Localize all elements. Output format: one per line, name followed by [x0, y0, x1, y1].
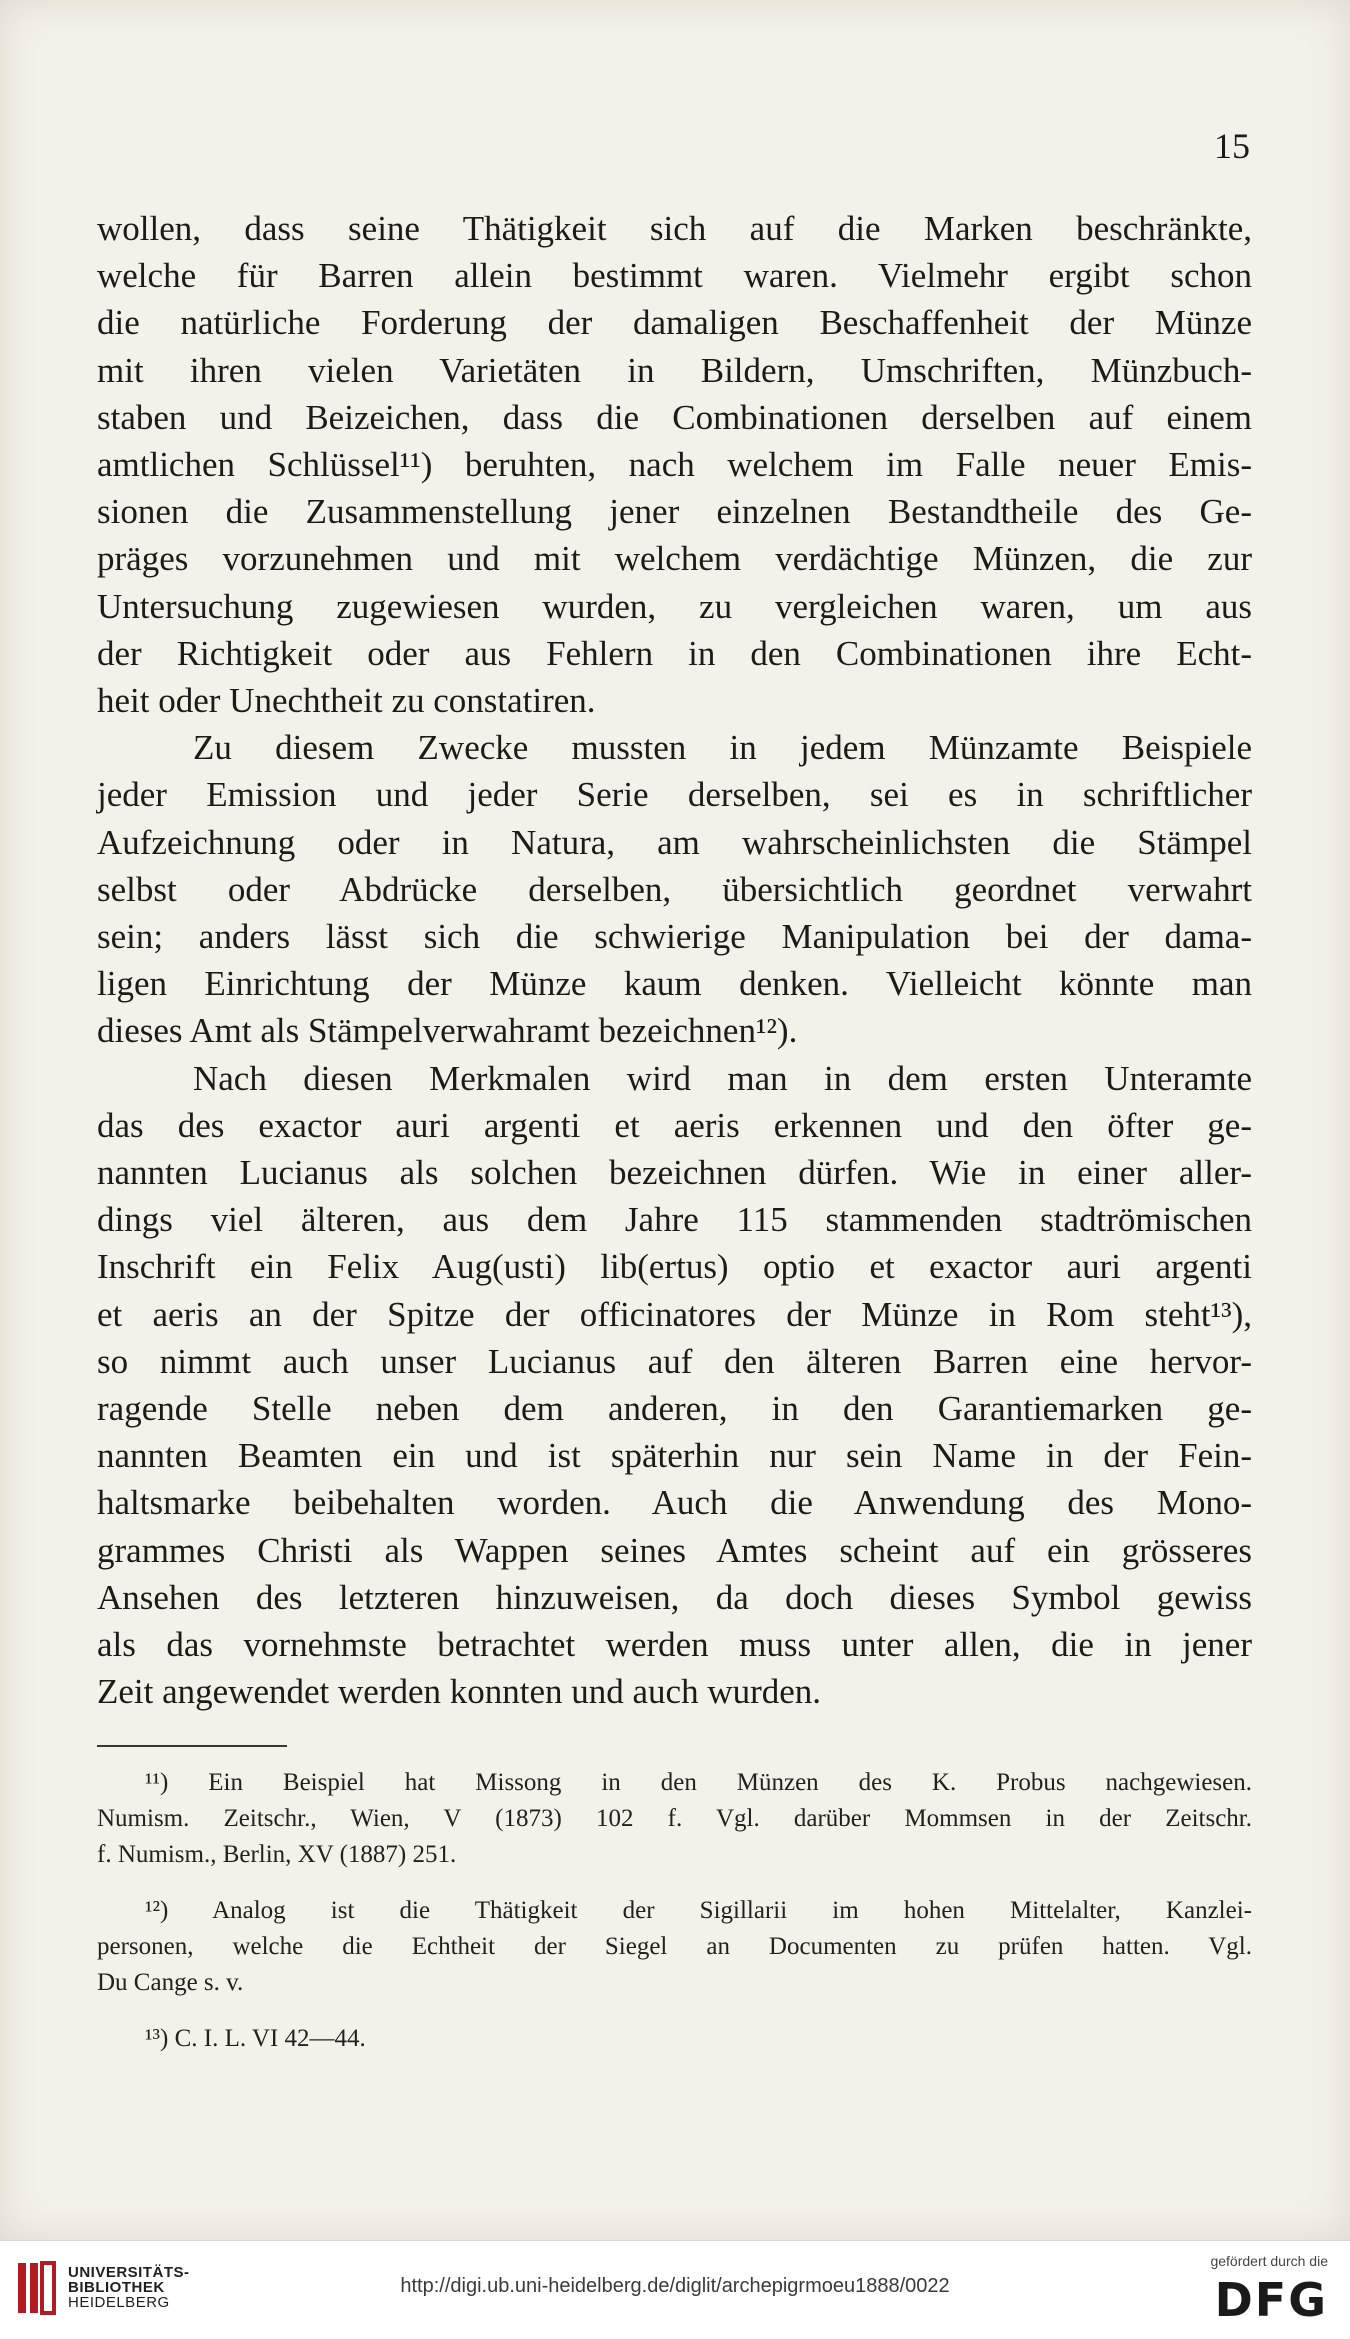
footnote-line: ¹¹) Ein Beispiel hat Missong in den Münzen des K. Probus nachgewiesen. [145, 1769, 1252, 1796]
text-line: Untersuchung zugewiesen wurden, zu vergleichen waren, um aus [97, 586, 1252, 626]
text-line: so nimmt auch unser Lucianus auf den älteren Barren eine hervor- [97, 1341, 1252, 1381]
paragraph-3 [97, 1055, 1252, 1716]
viewer-footer [0, 2240, 1350, 2339]
paragraph-1 [97, 205, 1252, 724]
page-number: 15 [1214, 126, 1250, 166]
text-line: sionen die Zusammenstellung jener einzelnen Bestandtheile des Ge- [97, 492, 1252, 532]
footnotes [97, 1765, 1252, 2077]
text-line: wollen, dass seine Thätigkeit sich auf die Marken beschränkte, [97, 209, 1252, 248]
text-line: das des exactor auri argenti et aeris erkennen und den öfter ge- [97, 1105, 1252, 1145]
text-line: dieses Amt als Stämpelverwahramt bezeichnen¹²). [97, 1011, 798, 1051]
footnote-line: ¹²) Analog ist die Thätigkeit der Sigillarii im hohen Mittelalter, Kanzlei- [145, 1897, 1252, 1924]
text-line: haltsmarke beibehalten worden. Auch die Anwendung des Mono- [97, 1483, 1252, 1523]
sponsor-caption: gefördert durch die [1210, 2253, 1328, 2269]
text-line: amtlichen Schlüssel¹¹) beruhten, nach welchem im Falle neuer Emis- [97, 445, 1252, 485]
footnote-line: Du Cange s. v. [97, 1969, 244, 1996]
text-line: et aeris an der Spitze der officinatores der Münze in Rom steht¹³), [97, 1294, 1252, 1334]
footnote-line: Numism. Zeitschr., Wien, V (1873) 102 f. Vgl. darüber Mommsen in der Zeitschr. [97, 1805, 1252, 1832]
footnote-13 [97, 2021, 1252, 2057]
text-line: welche für Barren allein bestimmt waren. Vielmehr ergibt schon [97, 256, 1252, 296]
text-line: Inschrift ein Felix Aug(usti) lib(ertus) optio et exactor auri argenti [97, 1247, 1252, 1287]
footnote-12 [97, 1893, 1252, 2001]
text-line: Ansehen des letzteren hinzuweisen, da doch dieses Symbol gewiss [97, 1577, 1252, 1617]
text-line: Nach diesen Merkmalen wird man in dem ersten Unteramte [193, 1058, 1252, 1098]
text-line: sein; anders lässt sich die schwierige Manipulation bei der dama- [97, 917, 1252, 957]
text-line: selbst oder Abdrücke derselben, übersichtlich geordnet verwahrt [97, 869, 1252, 909]
footnote-line: ¹³) C. I. L. VI 42—44. [145, 2025, 366, 2052]
institution-line: HEIDELBERG [68, 2294, 170, 2311]
footnote-11 [97, 1765, 1252, 1873]
main-text [97, 205, 1252, 1716]
text-line: jeder Emission und jeder Serie derselben, sei es in schriftlicher [97, 775, 1252, 815]
text-line: dings viel älteren, aus dem Jahre 115 stammenden stadtrömischen [97, 1200, 1252, 1240]
footnote-divider [97, 1745, 287, 1747]
text-line: ragende Stelle neben dem anderen, in den Garantiemarken ge- [97, 1389, 1252, 1429]
institution-line: BIBLIOTHEK [68, 2279, 165, 2296]
institution-line: UNIVERSITÄTS- [68, 2264, 190, 2281]
text-line: staben und Beizeichen, dass die Combinationen derselben auf einem [97, 397, 1252, 437]
text-line: Aufzeichnung oder in Natura, am wahrscheinlichsten die Stämpel [97, 822, 1252, 862]
text-line: der Richtigkeit oder aus Fehlern in den Combinationen ihre Echt- [97, 633, 1252, 673]
text-line: präges vorzunehmen und mit welchem verdächtige Münzen, die zur [97, 539, 1252, 579]
text-line: nannten Beamten ein und ist späterhin nur sein Name in der Fein- [97, 1436, 1252, 1476]
text-line: ligen Einrichtung der Münze kaum denken. Vielleicht könnte man [97, 964, 1252, 1004]
text-line: Zeit angewendet werden konnten und auch wurden. [97, 1672, 822, 1712]
footnote-line: personen, welche die Echtheit der Siegel an Documenten zu prüfen hatten. Vgl. [97, 1933, 1252, 1960]
text-line: nannten Lucianus als solchen bezeichnen dürfen. Wie in einer aller- [97, 1153, 1252, 1193]
text-line: mit ihren vielen Varietäten in Bildern, Umschriften, Münzbuch- [97, 350, 1252, 390]
paragraph-2 [97, 724, 1252, 1054]
text-line: Zu diesem Zwecke mussten in jedem Münzamte Beispiele [193, 728, 1252, 768]
text-line: grammes Christi als Wappen seines Amtes scheint auf ein grösseres [97, 1530, 1252, 1570]
text-line: die natürliche Forderung der damaligen Beschaffenheit der Münze [97, 303, 1252, 343]
text-line: als das vornehmste betrachtet werden muss unter allen, die in jener [97, 1625, 1252, 1665]
permalink[interactable]: http://digi.ub.uni-heidelberg.de/diglit/archepigrmoeu1888/0022 [400, 2275, 950, 2297]
text-line: heit oder Unechtheit zu constatiren. [97, 681, 596, 721]
dfg-logo[interactable]: DFG [1214, 2273, 1328, 2327]
footnote-line: f. Numism., Berlin, XV (1887) 251. [97, 1841, 457, 1868]
